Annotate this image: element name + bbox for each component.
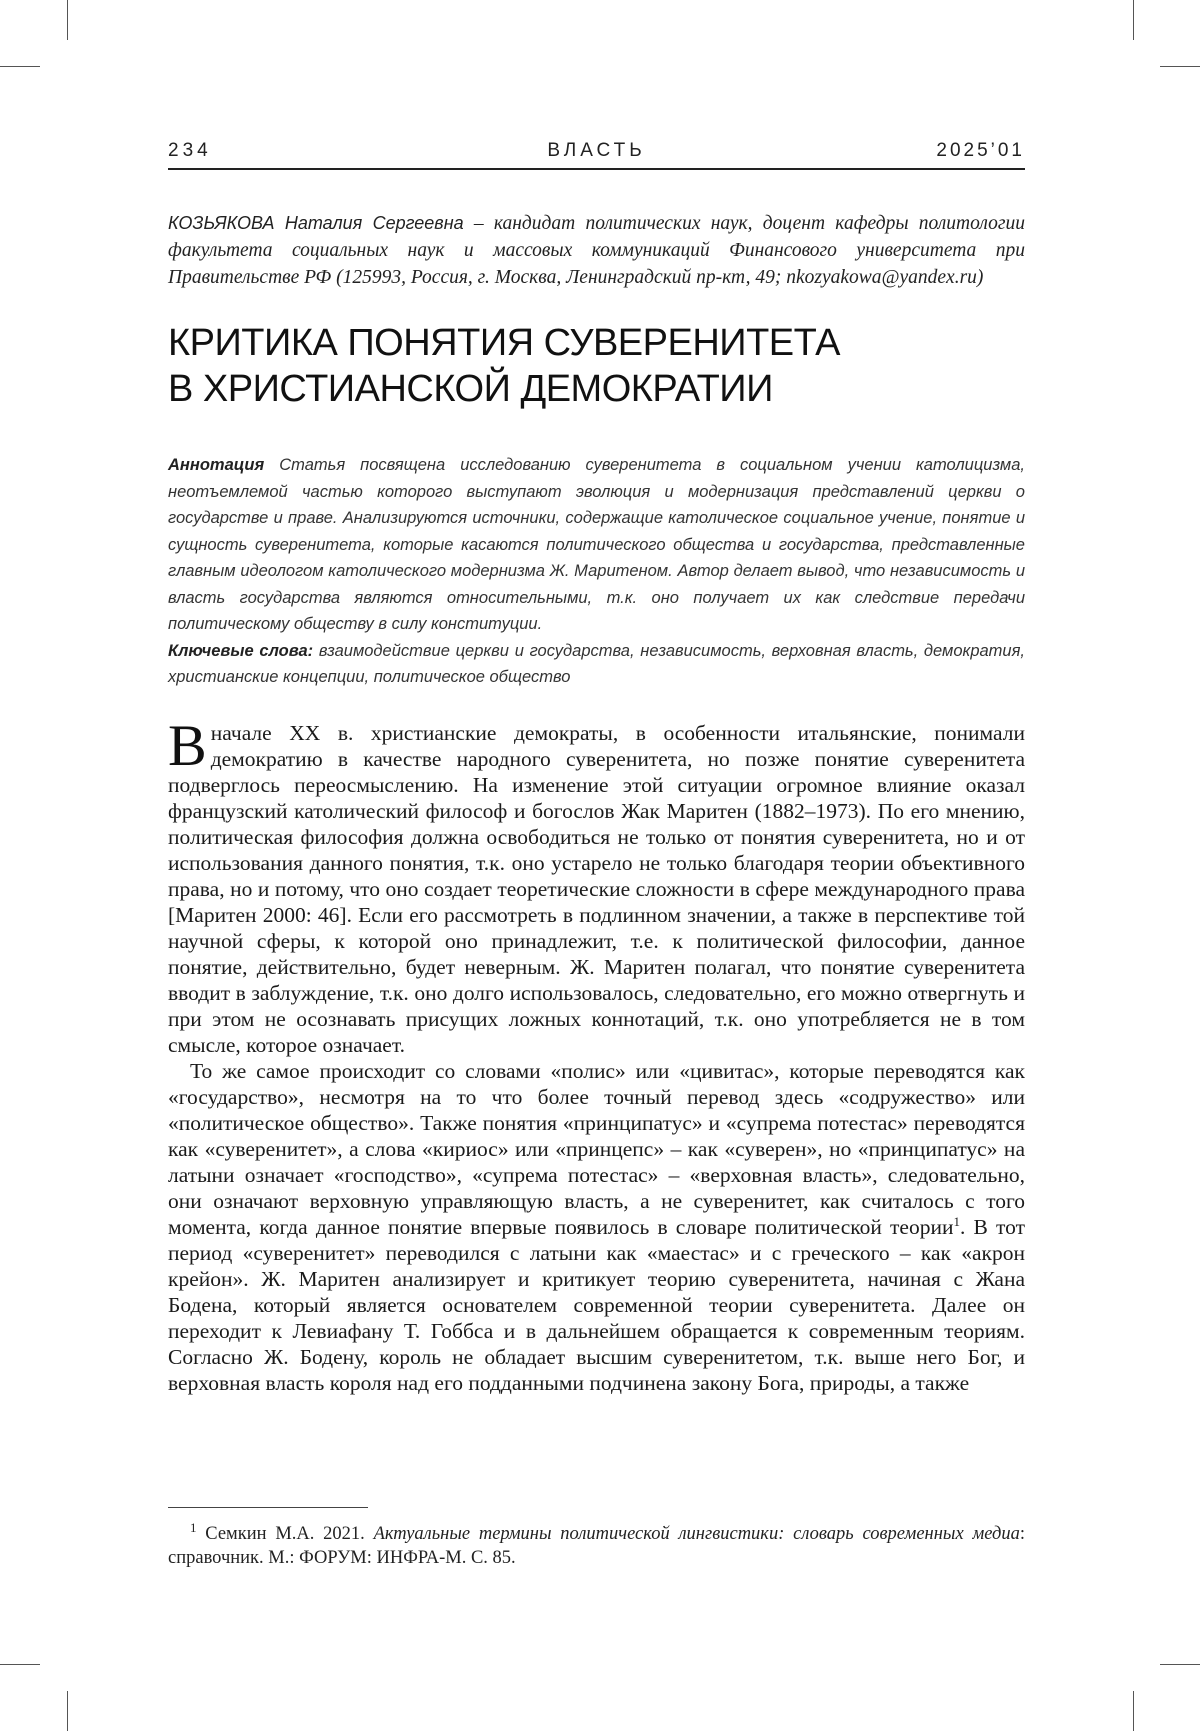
- crop-mark-top-right: [1133, 0, 1134, 40]
- keywords-text: взаимодействие церкви и государства, независимость, верховная власть, демократия, христианские концепции, политическое общество: [168, 642, 1025, 687]
- footnote-author: Семкин М.А. 2021.: [197, 1524, 374, 1544]
- abstract-block: [168, 452, 1025, 691]
- article-title: [168, 320, 1025, 412]
- body-paragraph-2-text-a: То же самое происходит со словами «полис» или «цивитас», которые переводятся как «государство», несмотря на то что более точный перевод здесь «содружество» или «политическое общество». Также понятия «принципатус» и «супрема потестас» переводятся как «суверенитет», а слова «кириос» или «принцепс» – как «суверен», но «принципатус» на латыни означает «господство», «супрема потестас» – «верховная власть», следовательно, они означают верховную управляющую власть, а не суверенитет, как считалось с того момента, когда данное понятие впервые появилось в словаре политической теории: [168, 1059, 1025, 1239]
- running-head: [168, 140, 1025, 170]
- footnote-title: Актуальные термины политической лингвистики: словарь современных медиа: [374, 1524, 1020, 1544]
- footnote-reference[interactable]: 1: [953, 1214, 960, 1229]
- journal-name: ВЛАСТЬ: [547, 140, 645, 162]
- issue-number: 2025’01: [936, 140, 1025, 162]
- crop-mark-right-upper: [1160, 66, 1200, 67]
- footnote-number: 1: [190, 1520, 197, 1535]
- title-line-2: В ХРИСТИАНСКОЙ ДЕМОКРАТИИ: [168, 366, 1025, 412]
- article-body: [168, 720, 1025, 1396]
- body-paragraph-1-text: начале XX в. христианские демократы, в особенности итальянские, понимали демократию в качестве народного суверенитета, но позже понятие суверенитета подверглось переосмыслению. На изменение этой ситуации огромное влияние оказал французский католический философ и богослов Жак Маритен (1882–1973). По его мнению, политическая философия должна освободиться не только от понятия суверенитета, но и от использования данного понятия, т.к. оно устарело не только благодаря теории объективного права, но и потому, что оно создает теоретические сложности в сфере международного права [Маритен 2000: 46]. Если его рассмотреть в подлинном значении, а также в перспективе той научной сферы, к которой оно принадлежит, т.е. к политической философии, данное понятие, действительно, будет неверным. Ж. Маритен полагал, что понятие суверенитета вводит в заблуждение, т.к. оно долго использовалось, следовательно, его можно отвергнуть и при этом не осознавать присущих ложных коннотаций, т.к. оно употребляется не в том смысле, которое означает.: [168, 721, 1025, 1057]
- crop-mark-left-lower: [0, 1664, 40, 1665]
- author-affiliation: – кандидат политических наук, доцент кафедры политологии факультета социальных наук и массовых коммуникаций Финансового университета при Правительстве РФ (125993, Россия, г. Москва, Ленинградский пр-кт, 49; nkozyakowa@yandex.ru): [168, 213, 1025, 288]
- crop-mark-bottom-left: [67, 1691, 68, 1731]
- abstract: [168, 452, 1025, 638]
- keywords-label: Ключевые слова:: [168, 642, 313, 660]
- footnote: [168, 1522, 1025, 1570]
- crop-mark-right-lower: [1160, 1664, 1200, 1665]
- crop-mark-bottom-right: [1133, 1691, 1134, 1731]
- crop-mark-left-upper: [0, 66, 40, 67]
- body-paragraph-2: [168, 1058, 1025, 1396]
- abstract-label: Аннотация: [168, 456, 264, 474]
- footnote-divider: [168, 1507, 368, 1508]
- author-info: [168, 210, 1025, 291]
- keywords: [168, 638, 1025, 691]
- body-paragraph-1: [168, 720, 1025, 1058]
- body-paragraph-2-text-b: . В тот период «суверенитет» переводился с латыни как «маестас» и с греческого – как «акрон крейон». Ж. Маритен анализирует и критикует теорию суверенитета, начиная с Жана Бодена, который является основателем современной теории суверенитета. Далее он переходит к Левиафану Т. Гоббса и в дальнейшем обращается к современным теориям. Согласно Ж. Бодену, король не обладает высшим суверенитетом, т.к. выше него Бог, и верховная власть короля над его подданными подчинена закону Бога, природы, а также: [168, 1215, 1025, 1395]
- abstract-text: Статья посвящена исследованию суверенитета в социальном учении католицизма, неотъемлемой частью которого выступают эволюция и модернизация представлений церкви о государстве и праве. Анализируются источники, содержащие католическое социальное учение, понятие и сущность суверенитета, которые касаются политического общества и государства, представленные главным идеологом католического модернизма Ж. Маритеном. Автор делает вывод, что независимость и власть государства являются относительными, т.к. оно получает их как следствие передачи политическому обществу в силу конституции.: [168, 456, 1025, 633]
- drop-cap: В: [168, 722, 207, 770]
- page-number: 234: [168, 140, 212, 162]
- footnote-rest: : справочник. М.: ФОРУМ: ИНФРА-М. С. 85.: [168, 1524, 1025, 1568]
- author-name: КОЗЬЯКОВА Наталия Сергеевна: [168, 213, 464, 233]
- title-line-1: КРИТИКА ПОНЯТИЯ СУВЕРЕНИТЕТА: [168, 320, 1025, 366]
- crop-mark-top-left: [67, 0, 68, 40]
